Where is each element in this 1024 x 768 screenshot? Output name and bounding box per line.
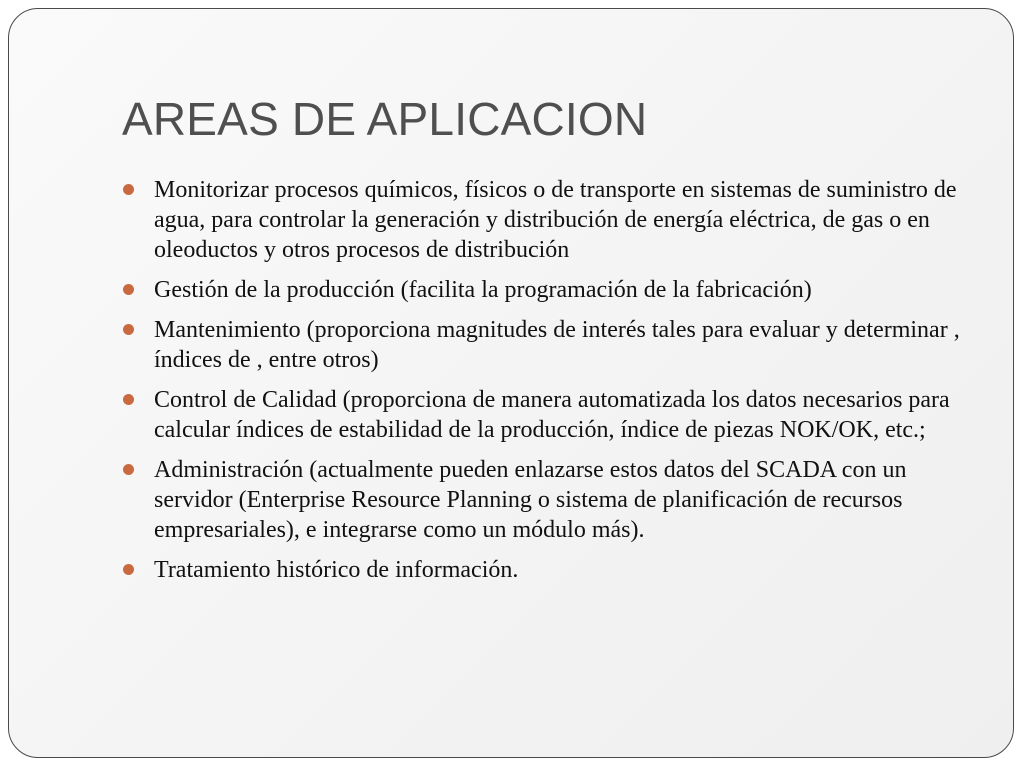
bullet-dot-icon — [123, 324, 134, 335]
bullet-item-mantenimiento — [154, 315, 974, 375]
bullet-list — [154, 175, 974, 595]
bullet-item-gestion — [154, 275, 974, 305]
bullet-text: Administración (actualmente pueden enlazarse estos datos del SCADA con un servidor (Enterprise Resource Planning o sistema de planificación de recursos empresariales), e integrarse como un módulo más). — [154, 457, 907, 543]
bullet-dot-icon — [123, 464, 134, 475]
bullet-text: Control de Calidad (proporciona de manera automatizada los datos necesarios para calcular índices de estabilidad de la producción, índice de piezas NOK/OK, etc.; — [154, 387, 950, 443]
bullet-text: Mantenimiento (proporciona magnitudes de interés tales para evaluar y determinar , índices de , entre otros) — [154, 317, 960, 373]
bullet-dot-icon — [123, 564, 134, 575]
bullet-item-tratamiento — [154, 555, 974, 585]
bullet-item-control-calidad — [154, 385, 974, 445]
bullet-dot-icon — [123, 184, 134, 195]
bullet-text: Tratamiento histórico de información. — [154, 557, 519, 583]
bullet-dot-icon — [123, 394, 134, 405]
slide-frame — [8, 8, 1014, 758]
bullet-text: Monitorizar procesos químicos, físicos o de transporte en sistemas de suministro de agua, para controlar la generación y distribución de energía eléctrica, de gas o en oleoductos y otros procesos de distribución — [154, 177, 957, 263]
bullet-item-monitorizar — [154, 175, 974, 265]
bullet-item-administracion — [154, 455, 974, 545]
slide-title: AREAS DE APLICACION — [122, 93, 648, 145]
bullet-text: Gestión de la producción (facilita la programación de la fabricación) — [154, 277, 812, 303]
bullet-dot-icon — [123, 284, 134, 295]
